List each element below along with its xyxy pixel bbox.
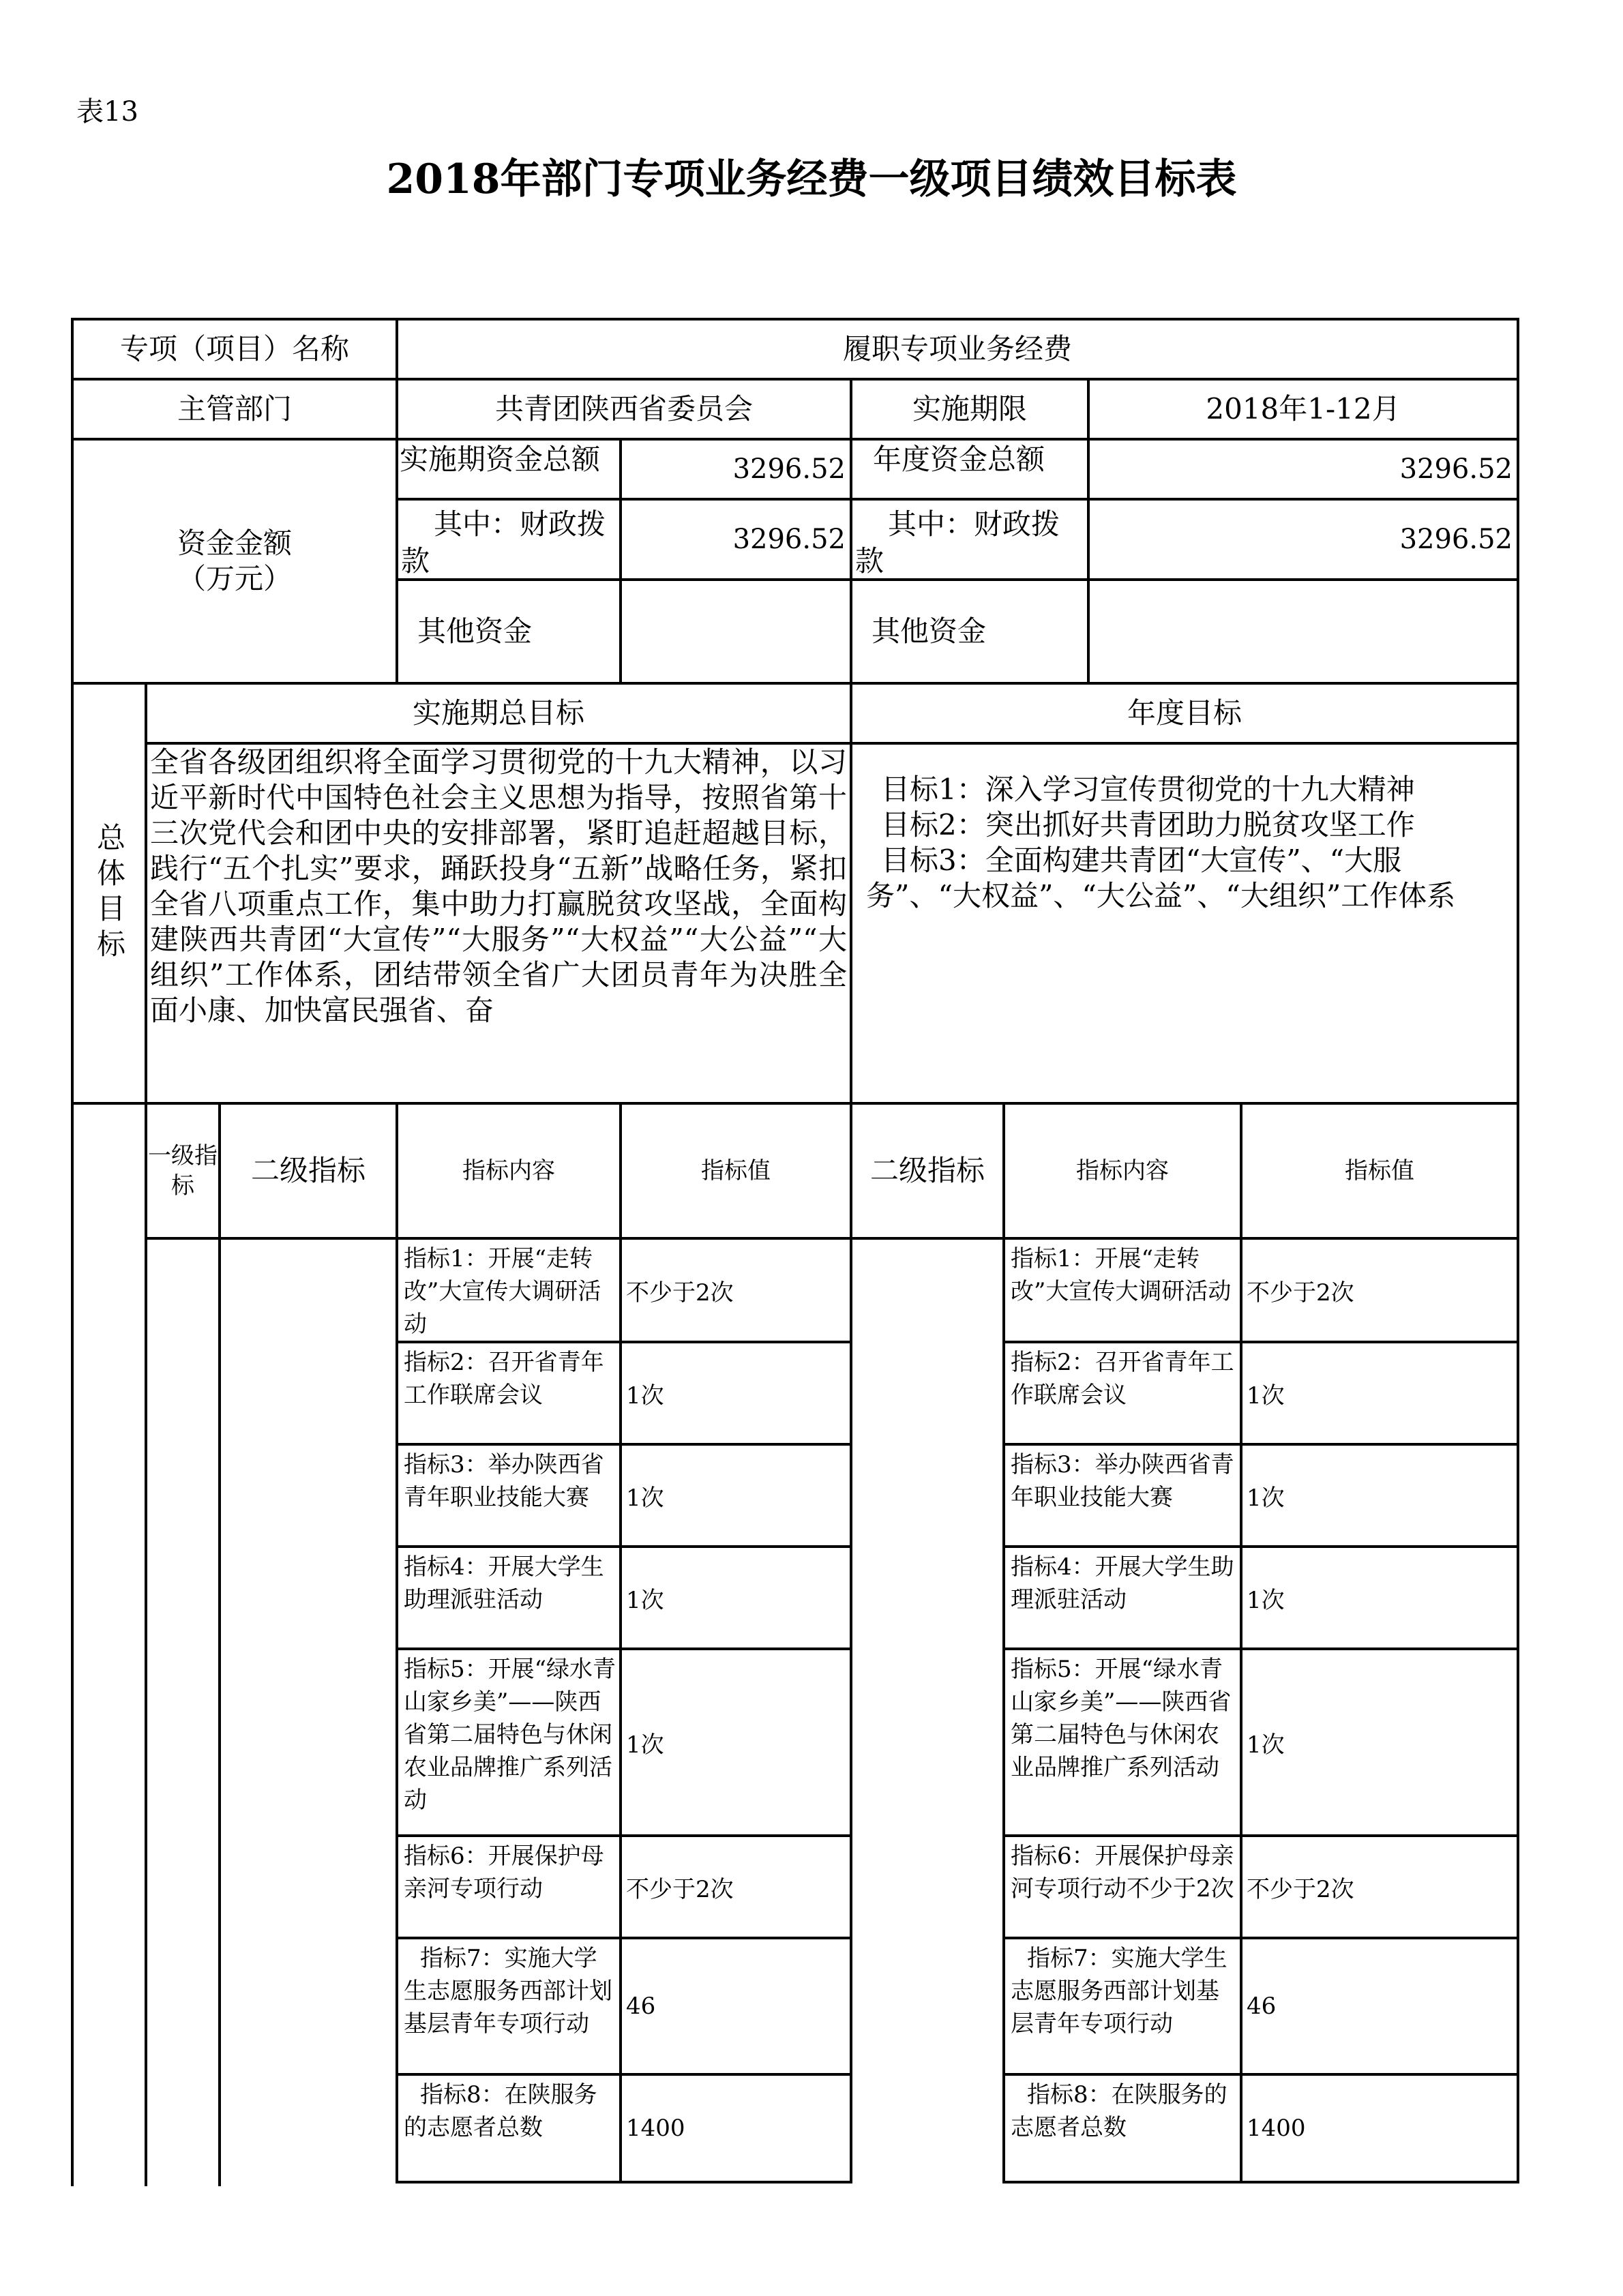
annual-indicator-value: 46 [1247, 1993, 1277, 2020]
indicator-content: 指标3：举办陕西省青年职业技能大赛 [404, 1451, 604, 1511]
indicator-value: 1400 [626, 2115, 685, 2142]
total-funds-value: 3296.52 [732, 453, 846, 485]
annual-indicator-value: 1次 [1247, 1484, 1285, 1512]
annual-indicator-content: 指标5：开展“绿水青山家乡美”——陕西省第二届特色与休闲农业品牌推广系列活动 [1011, 1656, 1232, 1781]
annual-goal-text [852, 745, 1517, 1102]
annual-indicator-value: 1次 [1247, 1731, 1285, 1759]
annual-indicator-content: 指标4：开展大学生助理派驻活动 [1011, 1553, 1234, 1613]
indicator-value: 不少于2次 [626, 1875, 734, 1903]
indicator-content: 指标6：开展保护母亲河专项行动 [404, 1843, 604, 1903]
fiscal-funds-label: 其中：财政拨款 [401, 507, 606, 578]
indicator-content-header: 指标内容 [462, 1157, 555, 1184]
level2-indicator-header: 二级指标 [250, 1154, 366, 1187]
annual-indicator-value: 1400 [1247, 2115, 1306, 2142]
funds-label [74, 441, 396, 682]
indicator-content: 指标4：开展大学生助理派驻活动 [404, 1553, 604, 1613]
department-label: 主管部门 [177, 392, 292, 426]
indicator-value: 46 [626, 1993, 656, 2020]
annual-indicator-value: 1次 [1247, 1382, 1285, 1410]
indicator-value: 1次 [626, 1731, 664, 1759]
funds-label-line2: （万元） [177, 562, 292, 595]
annual-goal-3: 目标3：全面构建共青团“大宣传”、“大服务”、“大权益”、“大公益”、“大组织”工作体系 [866, 844, 1456, 912]
annual-goal-header: 年度目标 [1127, 696, 1242, 730]
annual-indicator-content: 指标2：召开省青年工作联席会议 [1011, 1349, 1234, 1409]
project-name-value: 履职专项业务经费 [842, 332, 1072, 366]
overall-goals-label: 总体目标 [93, 822, 126, 964]
total-funds-label: 实施期资金总额 [400, 443, 601, 476]
period-value: 2018年1-12月 [1206, 392, 1401, 426]
annual-other-funds-label: 其他资金 [872, 614, 987, 648]
period-label: 实施期限 [912, 392, 1027, 426]
annual-total-funds-value: 3296.52 [1399, 453, 1513, 485]
annual-indicator-value: 不少于2次 [1247, 1279, 1354, 1307]
period-goal-header: 实施期总目标 [412, 696, 584, 730]
indicator-value: 1次 [626, 1382, 664, 1410]
annual-indicator-content-header: 指标内容 [1076, 1157, 1169, 1184]
fiscal-funds-value: 3296.52 [732, 524, 846, 555]
annual-indicator-content: 指标7：实施大学生志愿服务西部计划基层青年专项行动 [1011, 1945, 1227, 2038]
annual-indicator-value-header: 指标值 [1345, 1157, 1414, 1184]
document-title: 2018年部门专项业务经费一级项目绩效目标表 [386, 155, 1237, 203]
indicator-content: 指标7：实施大学生志愿服务西部计划基层青年专项行动 [404, 1945, 612, 2038]
annual-indicator-content: 指标3：举办陕西省青年职业技能大赛 [1011, 1451, 1234, 1511]
period-goal-text: 全省各级团组织将全面学习贯彻党的十九大精神，以习近平新时代中国特色社会主义思想为指导，按照省第十三次党代会和团中央的安排部署，紧盯追赶超越目标，践行“五个扎实”要求，踊跃投身“五新”战略任务，紧扣全省八项重点工作，集中助力打赢脱贫攻坚战，全面构建陕西共青团“大宣传”“大服务”“大权益”“大公益”“大组织”工作体系，团结带领全省广大团员青年为决胜全面小康、加快富民强省、奋 [150, 745, 847, 1027]
department-value: 共青团陕西省委员会 [494, 392, 753, 426]
indicator-content: 指标5：开展“绿水青山家乡美”——陕西省第二届特色与休闲农业品牌推广系列活动 [404, 1656, 616, 1814]
indicator-content: 指标2：召开省青年工作联席会议 [404, 1349, 604, 1409]
annual-level2-indicator-header: 二级指标 [869, 1154, 985, 1187]
annual-goal-2: 目标2：突出抓好共青团助力脱贫攻坚工作 [881, 808, 1415, 841]
annual-indicator-content: 指标6：开展保护母亲河专项行动不少于2次 [1011, 1843, 1234, 1903]
indicator-value: 1次 [626, 1586, 664, 1614]
table-number: 表13 [76, 96, 138, 128]
funds-label-line1: 资金金额 [177, 526, 292, 560]
annual-indicator-value: 1次 [1247, 1586, 1285, 1614]
annual-indicator-content: 指标8：在陕服务的志愿者总数 [1011, 2081, 1227, 2141]
indicator-value-header: 指标值 [701, 1157, 771, 1184]
project-name-label: 专项（项目）名称 [119, 332, 349, 366]
other-funds-value [622, 581, 850, 682]
indicator-value: 不少于2次 [626, 1279, 734, 1307]
annual-indicator-content: 指标1：开展“走转改”大宣传大调研活动 [1011, 1245, 1232, 1305]
indicator-value: 1次 [626, 1484, 664, 1512]
annual-fiscal-funds-label: 其中：财政拨款 [855, 507, 1060, 578]
annual-total-funds-label: 年度资金总额 [873, 443, 1045, 476]
annual-other-funds-value [1090, 581, 1517, 682]
level1-indicator-header: 一级指标 [148, 1142, 218, 1199]
annual-goal-1: 目标1：深入学习宣传贯彻党的十九大精神 [881, 773, 1415, 806]
annual-fiscal-funds-value: 3296.52 [1399, 524, 1513, 555]
indicator-content: 指标1：开展“走转改”大宣传大调研活动 [404, 1245, 601, 1338]
indicator-content: 指标8：在陕服务的志愿者总数 [404, 2081, 597, 2141]
other-funds-label: 其他资金 [417, 614, 533, 648]
annual-indicator-value: 不少于2次 [1247, 1875, 1354, 1903]
